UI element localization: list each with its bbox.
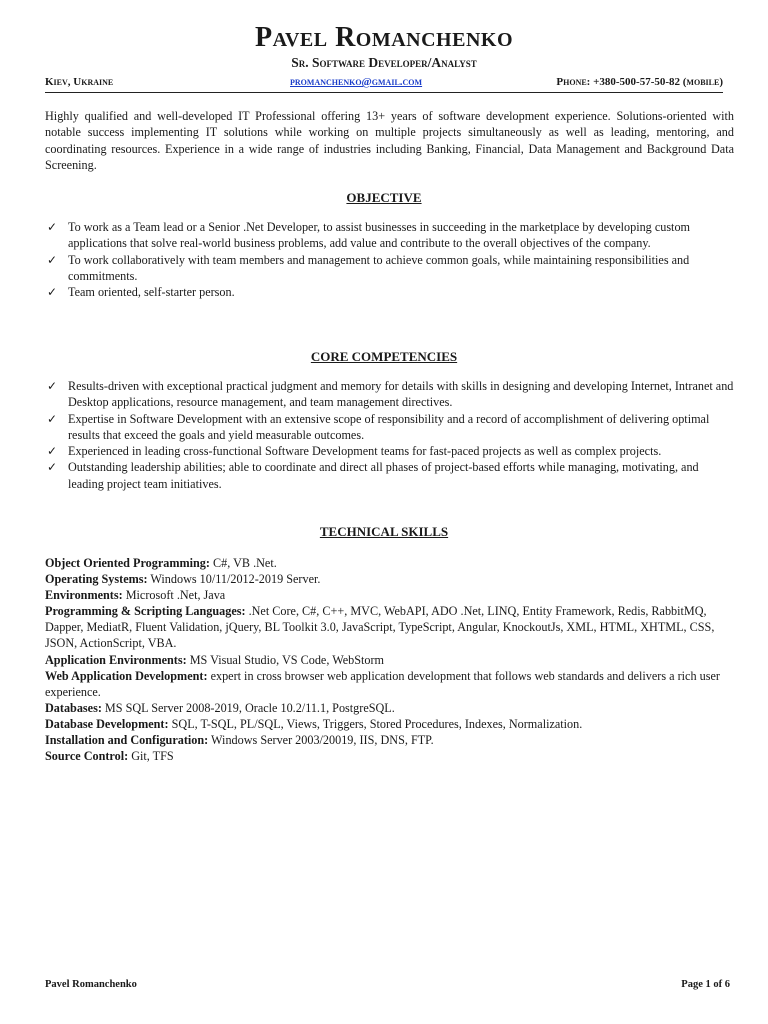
core-competencies-list — [45, 378, 735, 492]
location: Kiev, Ukraine — [45, 76, 114, 88]
skill-value: MS Visual Studio, VS Code, WebStorm — [186, 652, 385, 667]
skill-label: Database Development: — [45, 716, 169, 731]
list-item — [45, 378, 735, 411]
competency-item: Results-driven with exceptional practical judgment and memory for details with skills in designing and developing Internet, Intranet and Desktop applications, resource management, and team management directives. — [68, 379, 734, 410]
competency-item: Expertise in Software Development with an extensive scope of responsibility and a record of accomplishment of delivering optimal results that exceed the goals and yield measurable outcomes. — [68, 411, 710, 442]
skill-label: Object Oriented Programming: — [45, 556, 210, 570]
checkmark-icon: ✓ — [47, 411, 58, 426]
checkmark-icon: ✓ — [47, 460, 58, 475]
technical-skills-list — [45, 555, 735, 764]
skill-row — [45, 748, 735, 764]
list-item — [45, 284, 735, 300]
skill-value: C#, VB .Net. — [209, 556, 277, 570]
list-item — [45, 411, 735, 444]
skill-value: Windows 10/11/2012-2019 Server. — [147, 572, 321, 587]
list-item — [45, 459, 735, 492]
skill-label: Operating Systems: — [45, 572, 148, 587]
list-item — [45, 252, 735, 285]
skill-label: Environments: — [45, 588, 123, 603]
checkmark-icon: ✓ — [47, 285, 58, 300]
skill-label: Application Environments: — [45, 652, 187, 667]
email-link[interactable]: promanchenko@gmail.com — [290, 76, 423, 88]
competency-item: Outstanding leadership abilities; able to coordinate and direct all phases of project-based efforts while managing, motivating, and leading project team initiatives. — [68, 460, 699, 491]
objective-item: Team oriented, self-starter person. — [68, 285, 235, 300]
skill-value: Git, TFS — [128, 749, 174, 764]
skill-label: Databases: — [45, 700, 102, 715]
contact-row — [45, 76, 723, 93]
list-item — [45, 443, 735, 459]
skill-label: Programming & Scripting Languages: — [45, 604, 246, 619]
objective-heading: OBJECTIVE — [346, 190, 422, 205]
skill-label: Source Control: — [45, 749, 129, 764]
checkmark-icon: ✓ — [47, 220, 58, 234]
core-competencies-heading: CORE COMPETENCIES — [310, 349, 458, 364]
skill-value: Windows Server 2003/20019, IIS, DNS, FTP. — [208, 733, 434, 748]
checkmark-icon: ✓ — [47, 252, 58, 267]
checkmark-icon: ✓ — [47, 444, 58, 459]
competency-item: Experienced in leading cross-functional Software Development teams for fast-paced projects as well as complex projects. — [68, 444, 662, 459]
skill-row — [45, 571, 735, 587]
summary-paragraph: Highly qualified and well-developed IT Professional offering 13+ years of software development experience. Solutions-oriented with notable success implementing IT solutions while working on multiple projects simultaneously as well as leading, mentoring, and coordinating resources. Experience in a wide range of industries including Banking, Financial, Data Management and Background Data Screening. — [45, 109, 734, 172]
skill-label: Web Application Development: — [45, 668, 208, 683]
job-title: Sr. Software Developer/Analyst — [291, 55, 477, 70]
skill-row — [45, 555, 735, 571]
skill-row — [45, 700, 735, 716]
skill-row — [45, 652, 735, 668]
page-number: Page 1 of 6 — [681, 979, 730, 990]
objective-item: To work collaboratively with team members and management to achieve common goals, while maintaining responsibilities and commitments. — [68, 252, 690, 283]
objective-item: To work as a Team lead or a Senior .Net Developer, to assist businesses in succeeding in the marketplace by developing custom applications that solve real-world business problems, add value and contribute to the overall objectives of the company. — [68, 220, 691, 251]
skill-value: .Net Core, C#, C++, MVC, WebAPI, ADO .Net, LINQ, Entity Framework, Redis, RabbitMQ, Dapper, MediatR, Fluent Validation, jQuery, BL Toolkit 3.0, JavaScript, TypeScript, Angular, KnockoutJs, XML, HTML, XHTML, CSS, JSON, ActionScript, VBA. — [45, 604, 715, 651]
candidate-name: Pavel Romanchenko — [254, 22, 514, 53]
list-item — [45, 219, 735, 252]
phone-number: Phone: +380-500-57-50-82 (mobile) — [556, 76, 723, 88]
skill-row — [45, 587, 735, 603]
footer-name: Pavel Romanchenko — [45, 979, 137, 990]
skill-value: SQL, T-SQL, PL/SQL, Views, Triggers, Stored Procedures, Indexes, Normalization. — [168, 716, 583, 731]
technical-skills-heading: TECHNICAL SKILLS — [319, 524, 449, 539]
skill-row — [45, 668, 735, 700]
skill-value: expert in cross browser web application development that follows web standards and delivers a rich user experience. — [45, 668, 720, 699]
skill-value: Microsoft .Net, Java — [122, 588, 226, 603]
skill-label: Installation and Configuration: — [45, 733, 209, 748]
skill-value: MS SQL Server 2008-2019, Oracle 10.2/11.1, PostgreSQL. — [101, 700, 395, 715]
checkmark-icon: ✓ — [47, 379, 58, 393]
skill-row — [45, 732, 735, 748]
skill-row — [45, 716, 735, 732]
skill-row — [45, 603, 735, 651]
objective-list — [45, 219, 735, 300]
